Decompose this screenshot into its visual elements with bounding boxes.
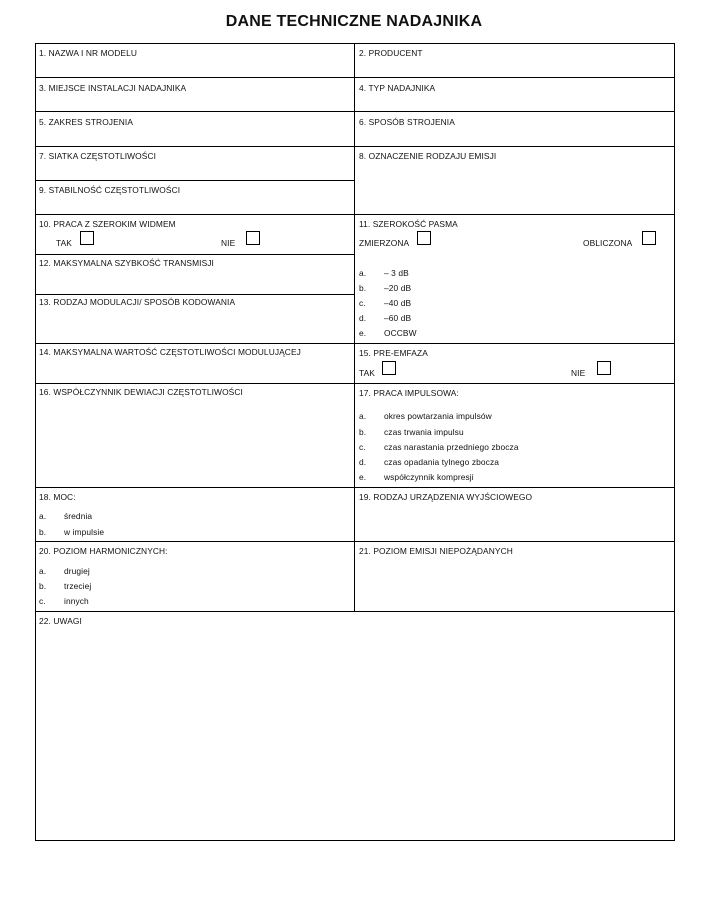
row-line	[35, 111, 675, 112]
frame-top	[35, 43, 675, 44]
form-title: DANE TECHNICZNE NADAJNIKA	[225, 13, 483, 30]
list-item-text: OCCBW	[384, 328, 417, 338]
field-9-label: 9. STABILNOŚĆ CZĘSTOTLIWOŚCI	[39, 185, 181, 195]
field-13-label: 13. RODZAJ MODULACJI/ SPOSÓB KODOWANIA	[39, 297, 236, 307]
list-item-text: –60 dB	[384, 313, 412, 323]
field-6-label: 6. SPOSÓB STROJENIA	[359, 117, 455, 127]
center-divider	[354, 43, 355, 611]
field-7-label: 7. SIATKA CZĘSTOTLIWOŚCI	[39, 151, 157, 161]
row-line	[35, 77, 675, 78]
field-8-label: 8. OZNACZENIE RODZAJU EMISJI	[359, 151, 497, 161]
list-item-text: w impulsie	[64, 527, 105, 537]
list-item-letter: b.	[359, 283, 367, 293]
row-line	[35, 343, 675, 344]
field-10-nie-checkbox[interactable]	[246, 231, 260, 245]
frame-left	[35, 43, 36, 841]
list-item-letter: c.	[359, 442, 366, 452]
list-item-text: średnia	[64, 511, 93, 521]
field-10-label: 10. PRACA Z SZEROKIM WIDMEM	[39, 219, 176, 229]
field-11-label: 11. SZEROKOŚĆ PASMA	[359, 219, 458, 229]
field-15-label: 15. PRE-EMFAZA	[359, 348, 428, 358]
field-11-zmierzona-checkbox[interactable]	[417, 231, 431, 245]
list-item-letter: a.	[39, 566, 47, 576]
field-20-label: 20. POZIOM HARMONICZNYCH:	[39, 546, 168, 556]
frame-right	[674, 43, 675, 841]
list-item-letter: e.	[359, 472, 367, 482]
field-15-nie-label: NIE	[571, 368, 586, 378]
field-11-zmierzona-label: ZMIERZONA	[359, 238, 410, 248]
field-1-label: 1. NAZWA I NR MODELU	[39, 48, 138, 58]
list-item-text: –40 dB	[384, 298, 412, 308]
field-17-label: 17. PRACA IMPULSOWA:	[359, 388, 459, 398]
frame-bottom	[35, 840, 675, 841]
list-item-letter: e.	[359, 328, 367, 338]
field-19-label: 19. RODZAJ URZĄDZENIA WYJŚCIOWEGO	[359, 492, 533, 502]
row-line	[35, 214, 675, 215]
field-21-label: 21. POZIOM EMISJI NIEPOŻĄDANYCH	[359, 546, 513, 556]
field-18-label: 18. MOC:	[39, 492, 76, 502]
list-item-text: współczynnik kompresji	[384, 472, 474, 482]
field-11-obliczona-label: OBLICZONA	[583, 238, 633, 248]
field-11-obliczona-checkbox[interactable]	[642, 231, 656, 245]
list-item-text: –20 dB	[384, 283, 412, 293]
row-line	[35, 383, 675, 384]
list-item-letter: b.	[39, 581, 47, 591]
list-item-letter: c.	[359, 298, 366, 308]
list-item-text: – 3 dB	[384, 268, 409, 278]
list-item-text: trzeciej	[64, 581, 92, 591]
field-5-label: 5. ZAKRES STROJENIA	[39, 117, 134, 127]
list-item-letter: a.	[359, 411, 367, 421]
list-item-text: okres powtarzania impulsów	[384, 411, 492, 421]
list-item-text: czas narastania przedniego zbocza	[384, 442, 519, 452]
list-item-letter: c.	[39, 596, 46, 606]
field-22-label: 22. UWAGI	[39, 616, 82, 626]
list-item-letter: b.	[39, 527, 47, 537]
row-line-left	[35, 254, 355, 255]
field-3-label: 3. MIEJSCE INSTALACJI NADAJNIKA	[39, 83, 187, 93]
row-line	[35, 541, 675, 542]
list-item-letter: b.	[359, 427, 367, 437]
field-10-nie-label: NIE	[221, 238, 236, 248]
field-14-label: 14. MAKSYMALNA WARTOŚĆ CZĘSTOTLIWOŚCI MODULUJĄCEJ	[39, 347, 301, 357]
field-10-tak-checkbox[interactable]	[80, 231, 94, 245]
field-4-label: 4. TYP NADAJNIKA	[359, 83, 436, 93]
row-line-left	[35, 294, 355, 295]
list-item-text: czas trwania impulsu	[384, 427, 464, 437]
list-item-letter: d.	[359, 457, 367, 467]
field-15-tak-checkbox[interactable]	[382, 361, 396, 375]
list-item-text: innych	[64, 596, 89, 606]
row-line	[35, 146, 675, 147]
list-item-letter: a.	[359, 268, 367, 278]
field-10-tak-label: TAK	[56, 238, 72, 248]
list-item-text: czas opadania tylnego zbocza	[384, 457, 500, 467]
list-item-text: drugiej	[64, 566, 90, 576]
field-16-label: 16. WSPÓŁCZYNNIK DEWIACJI CZĘSTOTLIWOŚCI	[39, 387, 243, 397]
field-15-nie-checkbox[interactable]	[597, 361, 611, 375]
field-12-label: 12. MAKSYMALNA SZYBKOŚĆ TRANSMISJI	[39, 258, 214, 268]
row-line	[35, 487, 675, 488]
field-2-label: 2. PRODUCENT	[359, 48, 423, 58]
field-15-tak-label: TAK	[359, 368, 375, 378]
row-line	[35, 611, 675, 612]
list-item-letter: d.	[359, 313, 367, 323]
row-line-left	[35, 180, 355, 181]
list-item-letter: a.	[39, 511, 47, 521]
